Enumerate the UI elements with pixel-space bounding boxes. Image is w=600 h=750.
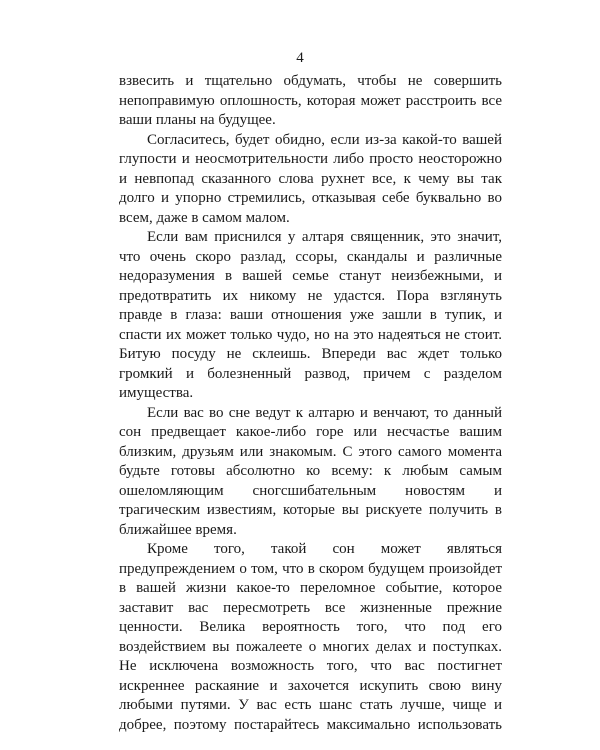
paragraph: Если вас во сне ведут к алтарю и венчают, то данный сон предвещает какое-либо горе или несчастье вашим близким, друзьям или знакомым. С этого самого момента будьте готовы абсолютно ко всему: к любым самым ошеломляющим сногсшибательным новостям и трагическим известиям, которые вы рискуете получить в ближайшее время.: [119, 404, 502, 538]
document-body: [119, 72, 502, 735]
page-number: 4: [296, 50, 304, 66]
paragraph: Кроме того, такой сон может являться предупреждением о том, что в скором будущем произойдет в вашей жизни какое-то переломное событие, которое заставит вас пересмотреть все жизненные прежние ценности. Велика вероятность того, что под его воздействием вы пожалеете о многих делах и поступках. Не исключена возможность того, что вас постигнет искреннее раскаяние и захочется искупить свою вину любыми путями. У вас есть шанс стать лучше, чище и добрее, поэтому постарайтесь максимально использовать: [119, 541, 502, 733]
paragraph: Если вам приснился у алтаря священник, это значит, что очень скоро разлад, ссоры, скандалы и различные недоразумения в вашей семье станут неизбежными, и предотвратить их никому не удастся. Пора взглянуть правде в глаза: ваши отношения уже зашли в тупик, и спасти их может только чудо, но на это надеяться не стоит. Битую посуду не склеишь. Впереди вас ждет только громкий и болезненный развод, причем с разделом имущества.: [119, 229, 502, 401]
paragraph-continuation: взвесить и тщательно обдумать, чтобы не совершить непоправимую оплошность, которая может расстроить все ваши планы на будущее.: [119, 73, 502, 128]
paragraph: Согласитесь, будет обидно, если из-за какой-то вашей глупости и неосмотрительности либо просто неосторожно и невпопад сказанного слова рухнет все, к чему вы так долго и упорно стремились, отказывая себе буквально во всем, даже в самом малом.: [119, 131, 502, 226]
